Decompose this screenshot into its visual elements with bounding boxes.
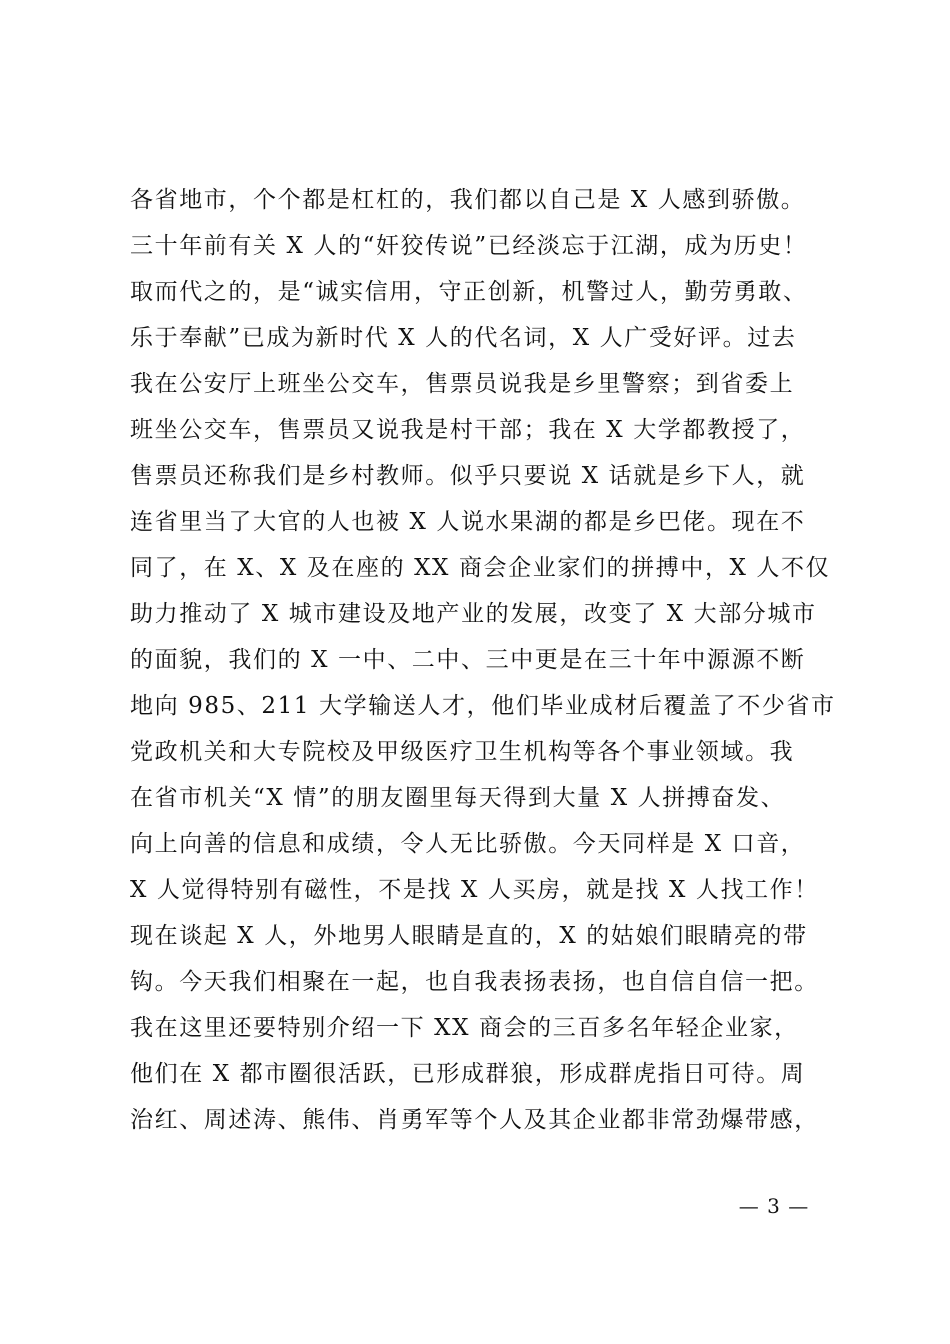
text-line: 乐于奉献”已成为新时代 X 人的代名词，X 人广受好评。过去 [130,325,797,351]
text-line: 我在公安厅上班坐公交车，售票员说我是乡里警察；到省委上 [130,371,795,397]
text-line: 三十年前有关 X 人的“奸狡传说”已经淡忘于江湖，成为历史！ [130,233,808,259]
text-line: 向上向善的信息和成绩，令人无比骄傲。今天同样是 X 口音， [130,831,806,857]
text-line: 的面貌，我们的 X 一中、二中、三中更是在三十年中源源不断 [130,647,806,673]
text-line: 各省地市，个个都是杠杠的，我们都以自己是 X 人感到骄傲。 [130,187,806,213]
text-line: 治红、周述涛、熊伟、肖勇军等个人及其企业都非常劲爆带感， [130,1107,819,1133]
text-line: 助力推动了 X 城市建设及地产业的发展，改变了 X 大部分城市 [130,601,817,627]
page-number: — 3 — [738,1194,810,1218]
text-line: 现在谈起 X 人，外地男人眼睛是直的，X 的姑娘们眼睛亮的带 [130,923,808,949]
text-line: 同了，在 X、X 及在座的 XX 商会企业家们的拼搏中，X 人不仅 [130,555,831,581]
text-line: 地向 985、211 大学输送人才，他们毕业成材后覆盖了不少省市 [130,693,836,719]
text-line: 党政机关和大专院校及甲级医疗卫生机构等各个事业领域。我 [130,739,795,765]
text-line: X 人觉得特别有磁性，不是找 X 人买房，就是找 X 人找工作！ [130,877,819,903]
text-line: 钩。今天我们相聚在一起，也自我表扬表扬，也自信自信一把。 [130,969,819,995]
text-line: 取而代之的，是“诚实信用，守正创新，机警过人，勤劳勇敢、 [130,279,808,305]
text-line: 他们在 X 都市圈很活跃，已形成群狼，形成群虎指日可待。周 [130,1061,806,1087]
text-line: 在省市机关“X 情”的朋友圈里每天得到大量 X 人拼搏奋发、 [130,785,786,811]
text-line: 售票员还称我们是乡村教师。似乎只要说 X 话就是乡下人，就 [130,463,806,489]
text-line: 连省里当了大官的人也被 X 人说水果湖的都是乡巴佬。现在不 [130,509,806,535]
text-line: 班坐公交车，售票员又说我是村干部；我在 X 大学都教授了， [130,417,806,443]
text-line: 我在这里还要特别介绍一下 XX 商会的三百多名年轻企业家， [130,1015,799,1041]
